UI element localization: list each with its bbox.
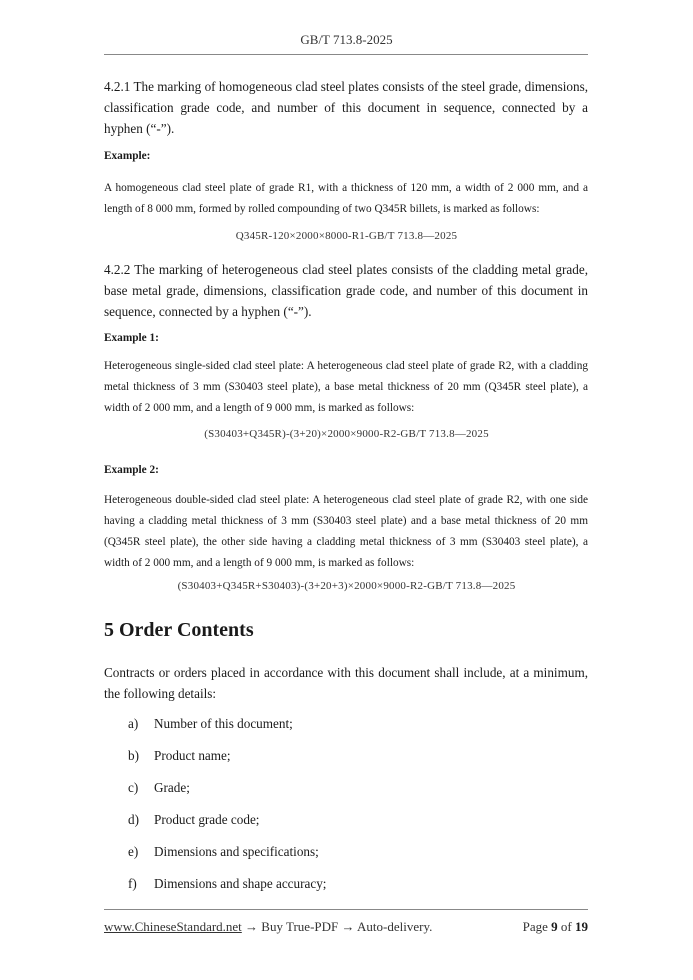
site-link[interactable]: www.ChineseStandard.net bbox=[104, 919, 242, 934]
list-item-label: d) bbox=[128, 812, 139, 827]
list-item-label: b) bbox=[128, 748, 139, 763]
page-number: 9 bbox=[551, 919, 558, 934]
example-marking: Q345R-120×2000×8000-R1-GB/T 713.8—2025 bbox=[235, 230, 458, 242]
footer-links bbox=[104, 919, 432, 935]
clause-4-2-2: 4.2.2 The marking of heterogeneous clad steel plates consists of the cladding metal grade, base metal grade, dimensions, classification grade code, and number of this document in sequence, connected by a hyphen (“-”). bbox=[104, 262, 588, 319]
page-word: Page bbox=[522, 919, 548, 934]
section-title: 5 Order Contents bbox=[104, 619, 254, 641]
example-1-marking: (S30403+Q345R)-(3+20)×2000×9000-R2-GB/T 713.8—2025 bbox=[204, 428, 489, 440]
example-text: A homogeneous clad steel plate of grade R1, with a thickness of 120 mm, a width of 2 000 mm, and a length of 8 000 mm, formed by rolled compounding of two Q345R billets, is marked as follows: bbox=[104, 182, 588, 215]
list-item bbox=[128, 844, 319, 860]
list-item bbox=[128, 748, 231, 764]
list-item-text: Product name; bbox=[154, 748, 231, 763]
example-2-label: Example 2: bbox=[104, 464, 159, 476]
arrow-icon: → bbox=[245, 919, 259, 934]
example-1-label: Example 1: bbox=[104, 332, 159, 344]
list-item bbox=[128, 812, 259, 828]
list-item-label: a) bbox=[128, 716, 139, 731]
list-item-text: Dimensions and shape accuracy; bbox=[154, 876, 327, 891]
list-item-label: f) bbox=[128, 876, 137, 891]
example-2-text: Heterogeneous double-sided clad steel plate: A heterogeneous clad steel plate of grade R2, with one side having a cladding metal thickness of 3 mm (S30403 steel plate) and a base metal thickness of 20 mm (Q345R steel plate), the other side having a cladding metal thickness of 3 mm (S30403 steel plate), a width of 2 000 mm, and a length of 9 000 mm, is marked as follows: bbox=[104, 494, 588, 569]
list-item-label: c) bbox=[128, 780, 139, 795]
list-item-text: Dimensions and specifications; bbox=[154, 844, 319, 859]
example-1-text: Heterogeneous single-sided clad steel plate: A heterogeneous clad steel plate of grade R2, with a cladding metal thickness of 3 mm (S30403 steel plate), a base metal thickness of 20 mm (Q345R steel plate), a width of 2 000 mm, and a length of 9 000 mm, is marked as follows: bbox=[104, 360, 588, 414]
page-counter bbox=[523, 919, 588, 935]
list-item bbox=[128, 780, 190, 796]
list-item-label: e) bbox=[128, 844, 139, 859]
footer-divider bbox=[104, 909, 588, 910]
section-intro: Contracts or orders placed in accordance with this document shall include, at a minimum, the following details: bbox=[104, 665, 588, 701]
page-header: GB/T 713.8-2025 bbox=[300, 32, 393, 47]
list-item-text: Number of this document; bbox=[154, 716, 293, 731]
list-item-text: Grade; bbox=[154, 780, 190, 795]
example-label: Example: bbox=[104, 150, 151, 162]
clause-4-2-1: 4.2.1 The marking of homogeneous clad steel plates consists of the steel grade, dimensions, classification grade code, and number of this document in sequence, connected by a hyphen (“-”). bbox=[104, 79, 588, 136]
list-item bbox=[128, 716, 293, 732]
list-item-text: Product grade code; bbox=[154, 812, 260, 827]
auto-delivery-text: Auto-delivery. bbox=[357, 919, 433, 934]
buy-pdf-link[interactable]: Buy True-PDF bbox=[261, 919, 339, 934]
arrow-icon: → bbox=[341, 919, 355, 934]
page-total: 19 bbox=[575, 919, 588, 934]
header-divider bbox=[104, 54, 588, 55]
list-item bbox=[128, 876, 326, 892]
of-word: of bbox=[560, 919, 572, 934]
example-2-marking: (S30403+Q345R+S30403)-(3+20+3)×2000×9000-R2-GB/T 713.8—2025 bbox=[177, 580, 516, 592]
